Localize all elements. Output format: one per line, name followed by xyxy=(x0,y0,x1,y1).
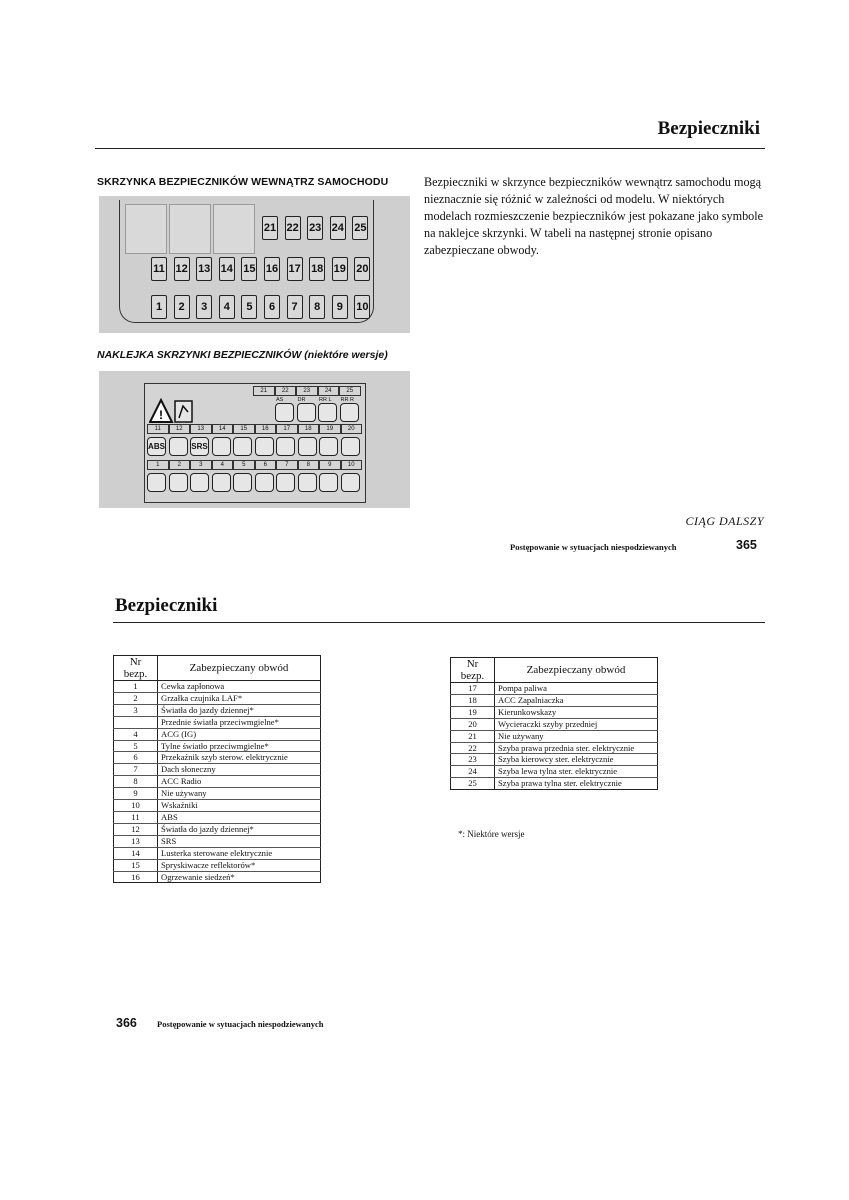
sticker-mid-number: 18 xyxy=(298,424,320,434)
circuit-cell: Szyba kierowcy ster. elektrycznie xyxy=(495,754,658,766)
circuit-cell: ACC Zapalniaczka xyxy=(495,694,658,706)
sticker-bottom-symbol-icon xyxy=(212,473,231,492)
sticker-top-number: 21 xyxy=(253,386,275,396)
table-row xyxy=(114,776,321,788)
sticker-bottom-symbol-icon xyxy=(276,473,295,492)
sticker-mid-symbol-icon xyxy=(169,437,188,456)
sticker-diagram xyxy=(99,371,410,508)
fuse-slot: 3 xyxy=(196,295,212,319)
table-row xyxy=(114,704,321,716)
page-title: Bezpieczniki xyxy=(657,118,760,139)
sticker-mid-symbol-icon: SRS xyxy=(190,437,209,456)
relay-slot xyxy=(169,204,211,254)
sticker-bottom-number: 5 xyxy=(233,460,255,470)
sticker-mid-number: 15 xyxy=(233,424,255,434)
column-header-number: Nr bezp. xyxy=(114,656,158,681)
table-row xyxy=(114,740,321,752)
column-header-circuit: Zabezpieczany obwód xyxy=(495,658,658,683)
page-title: Bezpieczniki xyxy=(115,595,218,616)
sticker-mid-symbol-icon xyxy=(212,437,231,456)
intro-paragraph: Bezpieczniki w skrzynce bezpieczników wewnątrz samochodu mogą nieznacznie się różnić w zależności od modelu. W niektórych modelach rozmieszczenie bezpieczników jest pokazane jako symbole na naklejce skrzynki. W tabeli na następnej stronie opisano zabezpieczane obwody. xyxy=(424,175,764,257)
sticker-mid-number: 11 xyxy=(147,424,169,434)
sticker-bottom-number: 10 xyxy=(341,460,363,470)
sticker-mid-symbol-icon: ABS xyxy=(147,437,166,456)
table-row xyxy=(114,871,321,883)
fuse-number-cell: 8 xyxy=(114,776,158,788)
fusebox-heading: SKRZYNKA BEZPIECZNIKÓW WEWNĄTRZ SAMOCHODU xyxy=(97,176,389,188)
fuse-number-cell: 12 xyxy=(114,823,158,835)
sticker-bottom-symbol-icon xyxy=(255,473,274,492)
fuse-number-cell: 23 xyxy=(451,754,495,766)
fuse-number-cell: 17 xyxy=(451,683,495,695)
sticker-top-number: 25 xyxy=(339,386,361,396)
fuse-number-cell: 4 xyxy=(114,728,158,740)
page-number: 365 xyxy=(736,538,757,552)
sticker-bottom-number: 6 xyxy=(255,460,277,470)
continued-label: CIĄG DALSZY xyxy=(685,514,764,528)
fuse-slot: 18 xyxy=(309,257,325,281)
fuse-number-cell: 7 xyxy=(114,764,158,776)
sticker-top-symbol-icon xyxy=(340,403,359,422)
sticker-bottom-symbol-icon xyxy=(298,473,317,492)
sticker-top-label: DR xyxy=(297,397,306,403)
fuse-number-cell: 6 xyxy=(114,752,158,764)
sticker-top-label: RR R xyxy=(340,397,354,403)
sticker-top-label: AS xyxy=(276,397,284,403)
table-header-row xyxy=(114,656,321,681)
fuse-slot: 25 xyxy=(352,216,368,240)
sticker-top-label: RR L xyxy=(319,397,332,403)
sticker-mid-symbol-icon xyxy=(298,437,317,456)
circuit-cell: Przednie światła przeciwmgielne* xyxy=(158,716,321,728)
fuse-number-cell: 14 xyxy=(114,847,158,859)
table-row xyxy=(114,823,321,835)
table-row xyxy=(451,683,658,695)
circuit-cell: Cewka zapłonowa xyxy=(158,681,321,693)
sticker-mid-symbol-icon xyxy=(341,437,360,456)
circuit-cell: Kierunkowskazy xyxy=(495,706,658,718)
fuse-slot: 13 xyxy=(196,257,212,281)
circuit-cell: Tylne światło przeciwmgielne* xyxy=(158,740,321,752)
sticker-mid-symbol-icon xyxy=(319,437,338,456)
fuse-slot: 14 xyxy=(219,257,235,281)
fuse-slot: 12 xyxy=(174,257,190,281)
table-header-row xyxy=(451,658,658,683)
circuit-cell: Szyba prawa przednia ster. elektrycznie xyxy=(495,742,658,754)
sticker-bottom-number: 1 xyxy=(147,460,169,470)
fuse-slot: 4 xyxy=(219,295,235,319)
sticker-mid-symbol-icon xyxy=(233,437,252,456)
sticker-top-symbol-icon xyxy=(297,403,316,422)
sticker-bottom-number: 3 xyxy=(190,460,212,470)
table-row xyxy=(451,730,658,742)
circuit-cell: Wycieraczki szyby przedniej xyxy=(495,718,658,730)
fuse-number-cell: 20 xyxy=(451,718,495,730)
table-row xyxy=(451,694,658,706)
table-row xyxy=(114,728,321,740)
circuit-cell: Nie używany xyxy=(158,788,321,800)
table-row xyxy=(114,764,321,776)
fuse-slot: 11 xyxy=(151,257,167,281)
table-row xyxy=(114,811,321,823)
sticker-bottom-symbol-icon xyxy=(233,473,252,492)
fuse-slot: 6 xyxy=(264,295,280,319)
sticker-mid-number: 20 xyxy=(341,424,363,434)
fuse-slot: 9 xyxy=(332,295,348,319)
sticker-top-symbol-icon xyxy=(318,403,337,422)
sticker-mid-number: 13 xyxy=(190,424,212,434)
fuse-number-cell: 21 xyxy=(451,730,495,742)
fuse-slot: 5 xyxy=(241,295,257,319)
page-number: 366 xyxy=(116,1016,137,1030)
fuse-number-cell: 25 xyxy=(451,778,495,790)
circuit-cell: Ogrzewanie siedzeń* xyxy=(158,871,321,883)
fuse-slot: 17 xyxy=(287,257,303,281)
table-row xyxy=(451,706,658,718)
table-row xyxy=(114,681,321,693)
circuit-cell: ABS xyxy=(158,811,321,823)
fuse-number-cell: 3 xyxy=(114,704,158,716)
fuse-number-cell: 10 xyxy=(114,800,158,812)
fuse-number-cell: 15 xyxy=(114,859,158,871)
fuse-table-left xyxy=(113,655,321,883)
circuit-cell: Szyba prawa tylna ster. elektrycznie xyxy=(495,778,658,790)
circuit-cell: Grzałka czujnika LAF* xyxy=(158,692,321,704)
footer-text: Postępowanie w sytuacjach niespodziewanych xyxy=(157,1019,324,1029)
sticker-bottom-number: 2 xyxy=(169,460,191,470)
circuit-cell: Wskaźniki xyxy=(158,800,321,812)
column-header-circuit: Zabezpieczany obwód xyxy=(158,656,321,681)
fuse-slot: 2 xyxy=(174,295,190,319)
sticker-mid-symbol-icon xyxy=(276,437,295,456)
sticker-mid-number: 17 xyxy=(276,424,298,434)
fuse-number-cell: 9 xyxy=(114,788,158,800)
sticker-bottom-number: 4 xyxy=(212,460,234,470)
fuse-slot: 15 xyxy=(241,257,257,281)
header-rule xyxy=(95,148,765,149)
relay-slot xyxy=(125,204,167,254)
table-row xyxy=(114,847,321,859)
sticker-mid-number: 16 xyxy=(255,424,277,434)
circuit-cell: Światła do jazdy dziennej* xyxy=(158,704,321,716)
sticker-top-number: 22 xyxy=(275,386,297,396)
circuit-cell: Światła do jazdy dziennej* xyxy=(158,823,321,835)
circuit-cell: Dach słoneczny xyxy=(158,764,321,776)
fuse-slot: 23 xyxy=(307,216,323,240)
sticker-mid-number: 14 xyxy=(212,424,234,434)
fuse-number-cell: 11 xyxy=(114,811,158,823)
fuse-number-cell: 2 xyxy=(114,692,158,704)
circuit-cell: ACG (IG) xyxy=(158,728,321,740)
fuse-number-cell: 5 xyxy=(114,740,158,752)
table-row xyxy=(114,800,321,812)
table-row xyxy=(114,716,321,728)
table-row xyxy=(451,766,658,778)
fuse-slot: 1 xyxy=(151,295,167,319)
fuse-number-cell: 13 xyxy=(114,835,158,847)
table-row xyxy=(451,718,658,730)
fuse-slot: 10 xyxy=(354,295,370,319)
footnote: *: Niektóre wersje xyxy=(458,829,525,839)
circuit-cell: SRS xyxy=(158,835,321,847)
table-row xyxy=(114,835,321,847)
fuse-number-cell: 1 xyxy=(114,681,158,693)
sticker-mid-number: 12 xyxy=(169,424,191,434)
sticker-top-number: 23 xyxy=(296,386,318,396)
circuit-cell: Spryskiwacze reflektorów* xyxy=(158,859,321,871)
column-header-number: Nr bezp. xyxy=(451,658,495,683)
sticker-mid-symbol-icon xyxy=(255,437,274,456)
fuse-number-cell: 16 xyxy=(114,871,158,883)
fuse-number-cell: 22 xyxy=(451,742,495,754)
fuse-number-cell: 18 xyxy=(451,694,495,706)
circuit-cell: Szyba lewa tylna ster. elektrycznie xyxy=(495,766,658,778)
sticker-heading: NAKLEJKA SKRZYNKI BEZPIECZNIKÓW (niektóre wersje) xyxy=(97,349,388,361)
sticker-bottom-number: 7 xyxy=(276,460,298,470)
table-row xyxy=(114,859,321,871)
circuit-cell: Pompa paliwa xyxy=(495,683,658,695)
svg-text:!: ! xyxy=(159,408,163,422)
fuse-slot: 16 xyxy=(264,257,280,281)
circuit-cell: ACC Radio xyxy=(158,776,321,788)
table-row xyxy=(114,692,321,704)
sticker-top-number: 24 xyxy=(318,386,340,396)
header-rule xyxy=(113,622,765,623)
footer-text: Postępowanie w sytuacjach niespodziewanych xyxy=(510,542,677,552)
table-row xyxy=(114,752,321,764)
relay-slot xyxy=(213,204,255,254)
table-row xyxy=(114,788,321,800)
sticker-bottom-symbol-icon xyxy=(190,473,209,492)
circuit-cell: Przekaźnik szyb sterow. elektrycznie xyxy=(158,752,321,764)
fuse-table-right xyxy=(450,657,658,790)
sticker-mid-number: 19 xyxy=(319,424,341,434)
circuit-cell: Lusterka sterowane elektrycznie xyxy=(158,847,321,859)
sticker-top-symbol-icon xyxy=(275,403,294,422)
fuse-slot: 21 xyxy=(262,216,278,240)
fuse-number-cell: 19 xyxy=(451,706,495,718)
fuse-slot: 19 xyxy=(332,257,348,281)
fuse-slot: 24 xyxy=(330,216,346,240)
sticker-bottom-symbol-icon xyxy=(319,473,338,492)
sticker-panel xyxy=(144,383,366,503)
fusebox-diagram xyxy=(99,196,410,333)
sticker-bottom-number: 8 xyxy=(298,460,320,470)
sticker-bottom-symbol-icon xyxy=(341,473,360,492)
sticker-bottom-symbol-icon xyxy=(147,473,166,492)
fuse-number-cell xyxy=(114,716,158,728)
fuse-slot: 22 xyxy=(285,216,301,240)
fuse-slot: 7 xyxy=(287,295,303,319)
circuit-cell: Nie używany xyxy=(495,730,658,742)
table-row xyxy=(451,742,658,754)
sticker-bottom-symbol-icon xyxy=(169,473,188,492)
sticker-bottom-number: 9 xyxy=(319,460,341,470)
table-row xyxy=(451,778,658,790)
fuse-slot: 8 xyxy=(309,295,325,319)
table-row xyxy=(451,754,658,766)
fuse-number-cell: 24 xyxy=(451,766,495,778)
fuse-slot: 20 xyxy=(354,257,370,281)
warning-manual-icon xyxy=(149,398,195,426)
